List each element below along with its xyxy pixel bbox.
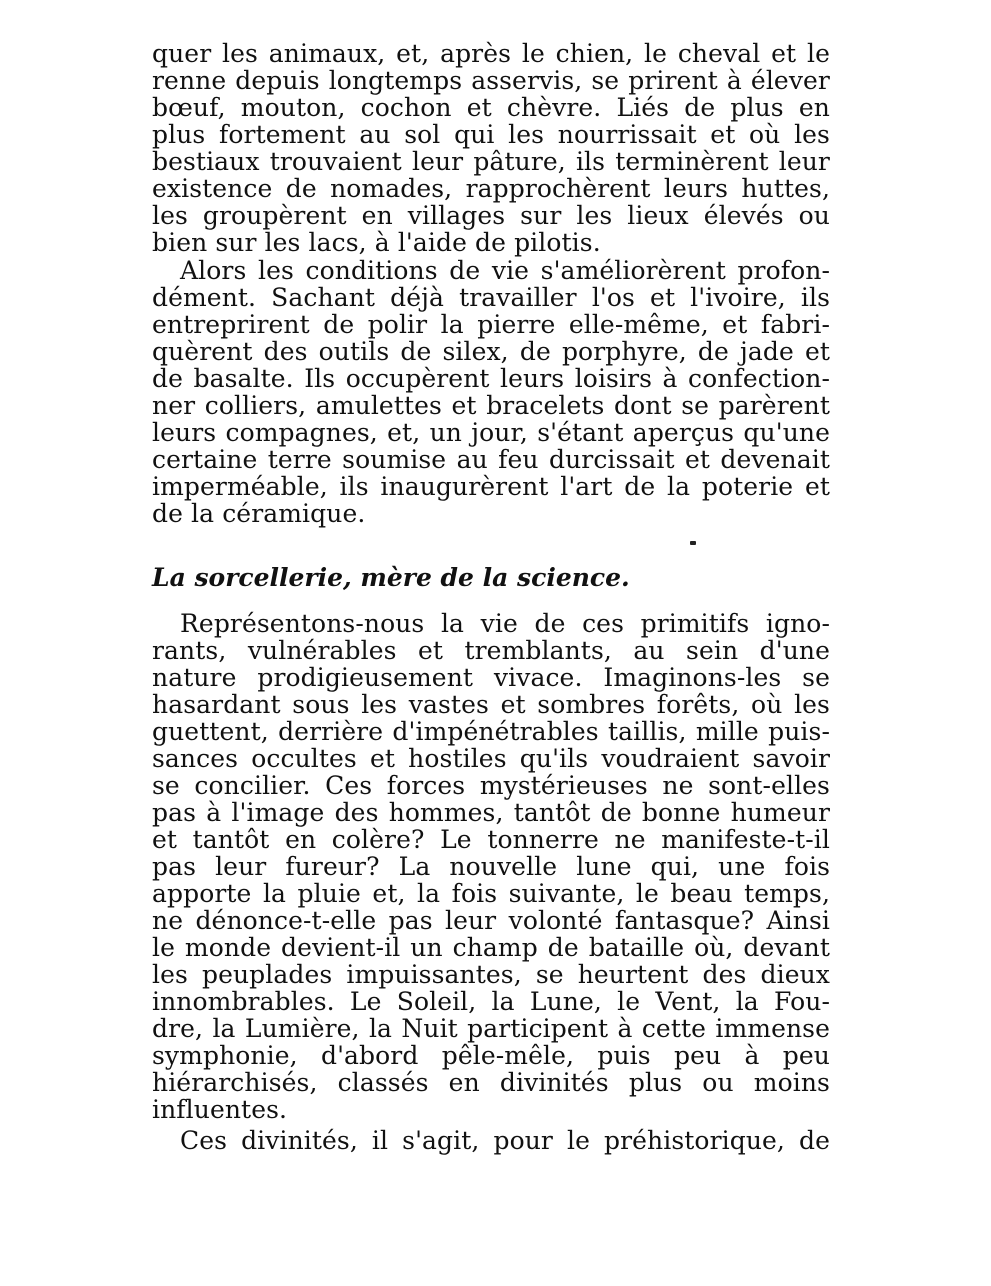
- text-line: influentes.: [152, 1095, 288, 1124]
- text-line: certaine terre soumise au feu durcissait et devenait: [152, 445, 830, 474]
- text-line: ne dénonce-t-elle pas leur volonté fantasque? Ainsi: [152, 906, 830, 935]
- text-line: de la céramique.: [152, 499, 366, 528]
- text-line: quèrent des outils de silex, de porphyre, de jade et: [152, 337, 830, 366]
- text-line: innombrables. Le Soleil, la Lune, le Vent, la Fou-: [152, 987, 830, 1016]
- text-line: existence de nomades, rapprochèrent leurs huttes,: [152, 174, 830, 203]
- text-line: bœuf, mouton, cochon et chèvre. Liés de plus en: [152, 93, 830, 122]
- text-line: le monde devient-il un champ de bataille où, devant: [152, 933, 830, 962]
- text-line: bestiaux trouvaient leur pâture, ils terminèrent leur: [152, 147, 830, 176]
- text-line: Ces divinités, il s'agit, pour le préhistorique, de: [180, 1126, 830, 1155]
- text-line: dément. Sachant déjà travailler l'os et l'ivoire, ils: [152, 283, 830, 312]
- text-line: se concilier. Ces forces mystérieuses ne sont-elles: [152, 771, 830, 800]
- text-line: leurs compagnes, et, un jour, s'étant aperçus qu'une: [152, 418, 830, 447]
- text-line: symphonie, d'abord pêle-mêle, puis peu à peu: [152, 1041, 830, 1070]
- text-line: renne depuis longtemps asservis, se prirent à élever: [152, 66, 830, 95]
- text-line: de basalte. Ils occupèrent leurs loisirs à confection-: [152, 364, 830, 393]
- text-line: Alors les conditions de vie s'améliorèrent profon-: [180, 256, 830, 285]
- section-heading: La sorcellerie, mère de la science.: [152, 563, 630, 592]
- text-line: pas à l'image des hommes, tantôt de bonne humeur: [152, 798, 830, 827]
- stray-mark: [690, 541, 696, 545]
- text-line: apporte la pluie et, la fois suivante, le beau temps,: [152, 879, 830, 908]
- text-line: les peuplades impuissantes, se heurtent des dieux: [152, 960, 830, 989]
- text-line: Représentons-nous la vie de ces primitifs igno-: [180, 609, 830, 638]
- text-line: quer les animaux, et, après le chien, le cheval et le: [152, 39, 830, 68]
- text-line: imperméable, ils inaugurèrent l'art de la poterie et: [152, 472, 830, 501]
- text-line: bien sur les lacs, à l'aide de pilotis.: [152, 228, 601, 257]
- text-line: hiérarchisés, classés en divinités plus ou moins: [152, 1068, 830, 1097]
- text-line: nature prodigieusement vivace. Imaginons-les se: [152, 663, 830, 692]
- text-line: entreprirent de polir la pierre elle-même, et fabri-: [152, 310, 830, 339]
- text-line: ner colliers, amulettes et bracelets dont se parèrent: [152, 391, 830, 420]
- text-line: et tantôt en colère? Le tonnerre ne manifeste-t-il: [152, 825, 830, 854]
- text-line: pas leur fureur? La nouvelle lune qui, une fois: [152, 852, 830, 881]
- text-line: sances occultes et hostiles qu'ils voudraient savoir: [152, 744, 830, 773]
- text-line: guettent, derrière d'impénétrables taillis, mille puis-: [152, 717, 830, 746]
- text-line: rants, vulnérables et tremblants, au sein d'une: [152, 636, 830, 665]
- text-line: les groupèrent en villages sur les lieux élevés ou: [152, 201, 830, 230]
- text-line: hasardant sous les vastes et sombres forêts, où les: [152, 690, 830, 719]
- text-line: plus fortement au sol qui les nourrissait et où les: [152, 120, 830, 149]
- text-line: dre, la Lumière, la Nuit participent à cette immense: [152, 1014, 830, 1043]
